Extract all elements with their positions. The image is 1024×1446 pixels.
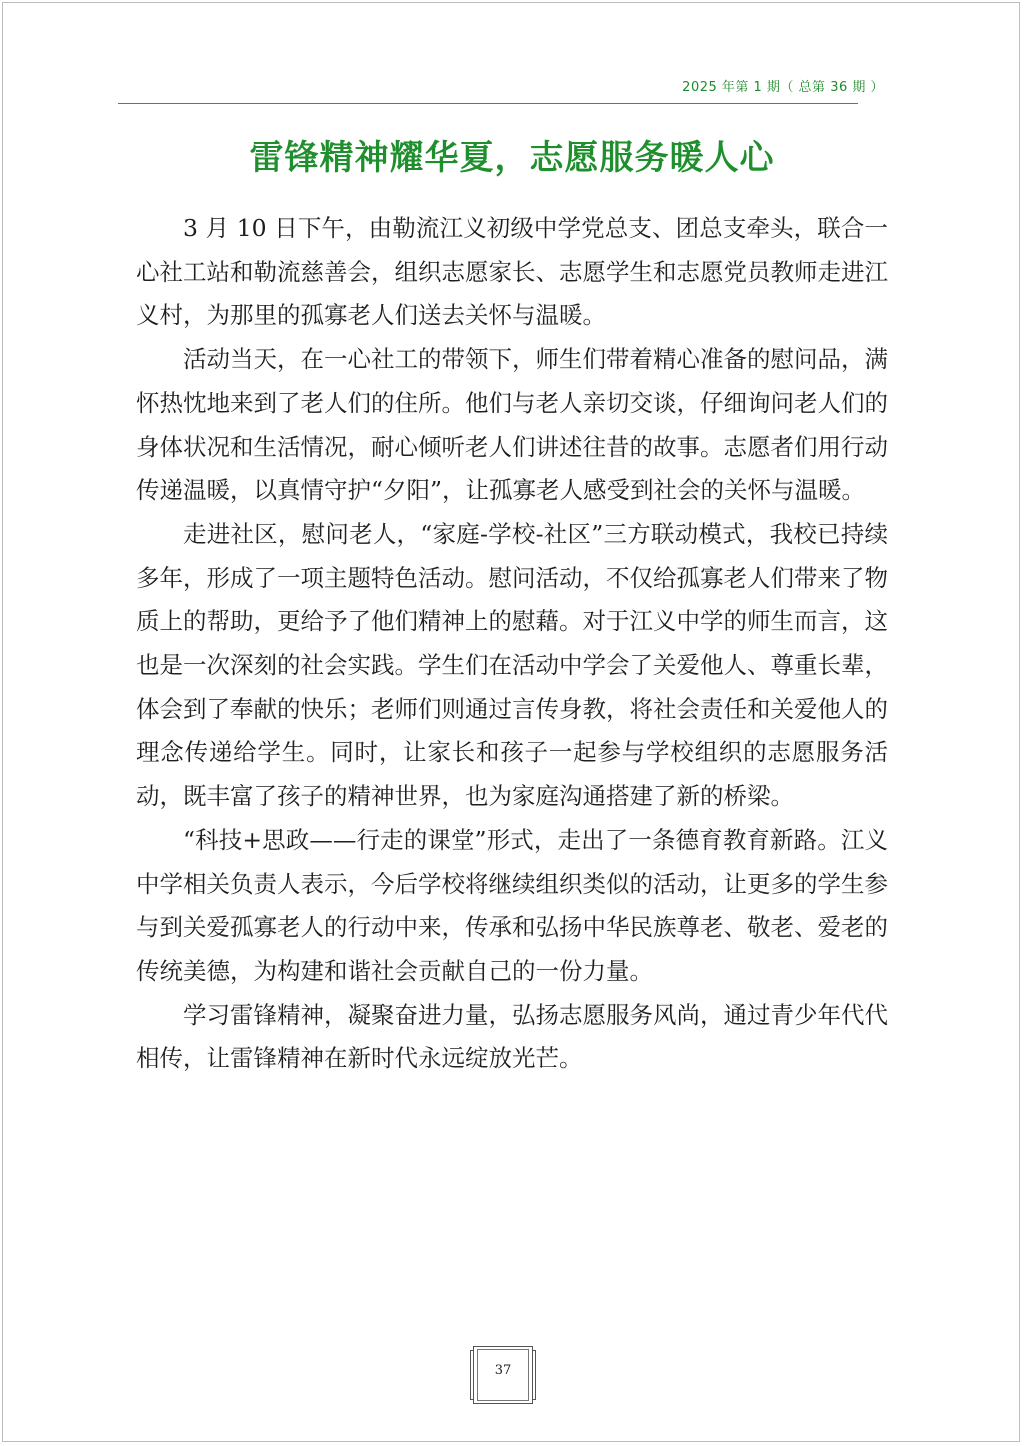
article-title: 雷锋精神耀华夏，志愿服务暖人心 — [249, 138, 775, 178]
page-number-box — [470, 1346, 536, 1402]
issue-number: 2025 年第 1 期（ 总第 36 期 ） — [682, 80, 884, 95]
article-body — [136, 207, 888, 1081]
paragraph-3: 走进社区，慰问老人，“家庭-学校-社区”三方联动模式，我校已持续多年，形成了一项主题特色活动。慰问活动，不仅给孤寡老人们带来了物质上的帮助，更给予了他们精神上的慰藉。对于江义中学的师生而言，这也是一次深刻的社会实践。学生们在活动中学会了关爱他人、尊重长辈，体会到了奉献的快乐；老师们则通过言传身教，将社会责任和关爱他人的理念传递给学生。同时，让家长和孩子一起参与学校组织的志愿服务活动，既丰富了孩子的精神世界，也为家庭沟通搭建了新的桥梁。 — [136, 519, 888, 811]
page-number: 37 — [494, 1363, 512, 1378]
paragraph-5: 学习雷锋精神，凝聚奋进力量，弘扬志愿服务风尚，通过青少年代代相传，让雷锋精神在新时代永远绽放光芒。 — [136, 1000, 888, 1073]
paragraph-1: 3 月 10 日下午，由勒流江义初级中学党总支、团总支牵头，联合一心社工站和勒流慈善会，组织志愿家长、志愿学生和志愿党员教师走进江义村，为那里的孤寡老人们送去关怀与温暖。 — [136, 214, 888, 330]
header-divider — [118, 103, 858, 104]
paragraph-2: 活动当天，在一心社工的带领下，师生们带着精心准备的慰问品，满怀热忱地来到了老人们的住所。他们与老人亲切交谈，仔细询问老人们的身体状况和生活情况，耐心倾听老人们讲述往昔的故事。志愿者们用行动传递温暖，以真情守护“夕阳”，让孤寡老人感受到社会的关怀与温暖。 — [136, 345, 888, 505]
paragraph-4: “科技+思政——行走的课堂”形式，走出了一条德育教育新路。江义中学相关负责人表示，今后学校将继续组织类似的活动，让更多的学生参与到关爱孤寡老人的行动中来，传承和弘扬中华民族尊老、敬老、爱老的传统美德，为构建和谐社会贡献自己的一份力量。 — [136, 825, 888, 985]
